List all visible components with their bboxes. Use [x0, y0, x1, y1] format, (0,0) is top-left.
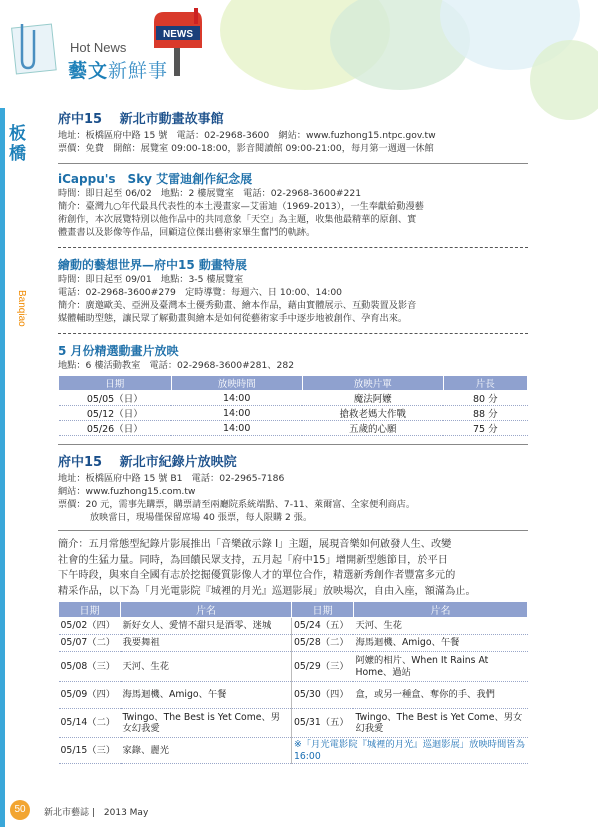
intro-line: 下午時段，與來自全國有志於挖掘優質影像人才的單位合作，精選新秀創作者豐富多元的 — [58, 570, 456, 581]
cell-date: 05/09（四） — [59, 682, 121, 709]
cell-date: 05/15（三） — [59, 738, 121, 764]
cell-date: 05/28（二） — [291, 635, 353, 652]
main-content — [58, 108, 528, 764]
table-row — [59, 709, 528, 738]
event-desc-line: 體畫書以及影像等作品，回顧這位傑出藝術家畢生奮鬥的軌跡。 — [58, 227, 316, 238]
district-name-en: Banqiao — [16, 290, 27, 327]
intro-line: 社會的生猛力量。同時，為回饋民眾支持，五月起「府中15」增開新型態節目，於平日 — [58, 554, 448, 566]
column-header: 日期 — [59, 376, 172, 391]
cell-time: 14:00 — [171, 391, 302, 406]
cell-film: 搶救老媽大作戰 — [302, 406, 443, 421]
cell-film: 魔法阿嬤 — [302, 391, 443, 406]
cell-film: 五歲的心願 — [302, 421, 443, 436]
divider — [58, 247, 528, 248]
event-title: iCappu's Sky 艾雷迪創作紀念展 — [58, 172, 253, 186]
cell-date: 05/24（五） — [291, 618, 353, 635]
event-info: 時間：即日起至 09/01 地點：3-5 樓展覽室 — [58, 274, 244, 285]
venue-title: 府中15 新北市動畫故事館 — [58, 112, 224, 127]
table-row — [59, 652, 528, 682]
table-row — [59, 406, 528, 421]
cell-length: 80 分 — [443, 391, 527, 406]
divider — [58, 444, 528, 445]
event-icappu — [58, 170, 528, 239]
column-header: 片名 — [353, 602, 527, 618]
venue-ticket-note: 放映當日，現場僅保留席場 40 張票，每人限購 2 張。 — [90, 512, 313, 523]
event-desc-line: 術創作，本次展覽特別以他作品中的共同意象「天空」為主題，收集他最精華的原創、實 — [58, 214, 417, 225]
cell-date: 05/31（五） — [291, 709, 353, 738]
header-bubble-decoration — [530, 40, 598, 120]
section-heading-main: 藝文 — [68, 60, 109, 82]
column-header: 片長 — [443, 376, 527, 391]
page-footer — [10, 797, 210, 821]
divider — [58, 333, 528, 334]
cell-date: 05/30（四） — [291, 682, 353, 709]
cell-date: 05/02（四） — [59, 618, 121, 635]
cell-film: 我要舞祖 — [121, 635, 292, 652]
venue-address: 地址：板橋區府中路 15 號 電話：02-2968-3600 網站：www.fuzhong15.ntpc.gov.tw — [58, 130, 436, 141]
cell-film: Twingo、The Best is Yet Come、男女幻我愛 — [353, 709, 527, 738]
cell-film: 家錄、麗光 — [121, 738, 292, 764]
venue-title: 府中15 新北市紀錄片放映院 — [58, 455, 237, 470]
intro-line: 精采作品，以下為「月光電影院『城裡的月光』巡迴影展」放映場次，自由入座，額滿為止。 — [58, 585, 476, 597]
side-district-tab — [0, 108, 30, 827]
page-header — [0, 0, 598, 92]
cell-date: 05/12（日） — [59, 406, 172, 421]
cell-length: 88 分 — [443, 406, 527, 421]
cell-date: 05/26（日） — [59, 421, 172, 436]
venue-address: 地址：板橋區府中路 15 號 B1 電話：02-2965-7186 — [58, 473, 285, 484]
cell-film: 新好女人、愛情不甜只是酒零、迷城 — [121, 618, 292, 635]
column-header: 片名 — [121, 602, 292, 618]
column-header: 日期 — [59, 602, 121, 618]
intro-line: 簡介：五月常態型紀錄片影展推出「音樂啟示錄 I」主題，展現音樂如何啟發人生、改變 — [58, 539, 452, 550]
table-row — [59, 635, 528, 652]
column-header: 放映片單 — [302, 376, 443, 391]
venue-animation-museum — [58, 108, 528, 155]
cell-date: 05/29（三） — [291, 652, 353, 682]
event-desc-line: 簡介：廣邀歐美、亞洲及臺灣本土優秀動畫、繪本作品，藉由實體展示、互動裝置及影音 — [58, 300, 417, 311]
cell-film: 阿嬤的相片、When It Rains At Home、過站 — [353, 652, 527, 682]
cell-film: 海馬迴機、Amigo、午餐 — [121, 682, 292, 709]
venue-website: 網站：www.fuzhong15.com.tw — [58, 486, 196, 497]
cell-film: 海馬迴機、Amigo、午餐 — [353, 635, 527, 652]
event-info: 時間：即日起至 06/02 地點：2 樓展覽室 電話：02-2968-3600#221 — [58, 188, 362, 199]
table-row — [59, 738, 528, 764]
documentary-intro — [58, 537, 528, 599]
cell-film: 盒，或另一種盒、奪你的手、我們 — [353, 682, 527, 709]
venue-hours: 票價：免費 開館：展覽室 09:00-18:00，影音閱讀館 09:00-21:00，每月第一週週一休館 — [58, 143, 434, 154]
event-title: 5 月份精選動畫片放映 — [58, 344, 179, 358]
divider — [58, 163, 528, 164]
section-heading-sub: 新鮮事 — [108, 60, 169, 82]
cell-time: 14:00 — [171, 421, 302, 436]
column-header: 日期 — [291, 602, 353, 618]
side-accent-strip — [0, 108, 5, 827]
event-may-screenings — [58, 342, 528, 436]
table-row — [59, 391, 528, 406]
cell-length: 75 分 — [443, 421, 527, 436]
cell-film: 天河、生花 — [353, 618, 527, 635]
divider — [58, 530, 528, 531]
event-desc-line: 簡介：臺灣九○年代最具代表性的本土漫畫家—艾雷迪（1969-2013），一生奉獻給動漫藝 — [58, 201, 424, 212]
event-title: 繪動的藝想世界—府中15 動畫特展 — [58, 258, 247, 272]
cell-date: 05/08（三） — [59, 652, 121, 682]
mailbox-icon — [148, 8, 206, 76]
event-info: 地點：6 樓活動教室 電話：02-2968-3600#281、282 — [58, 360, 295, 371]
venue-documentary-cinema — [58, 451, 528, 524]
paperclip-icon — [8, 20, 64, 80]
table-header-row — [59, 376, 528, 391]
mailbox-label: NEWS — [163, 29, 193, 40]
event-desc-line: 媒體輔助型態，讓民眾了解動畫與繪本是如何從藝術家手中逐步地被創作、孕育出來。 — [58, 313, 408, 324]
district-name: 板橋 — [9, 124, 26, 164]
schedule-note: ※「月光電影院『城裡的月光』巡迴影展」放映時間皆為 16:00 — [291, 738, 527, 764]
footer-publication: 新北市藝誌 | 2013 May — [44, 808, 149, 818]
cell-date: 05/07（二） — [59, 635, 121, 652]
table-row — [59, 682, 528, 709]
event-animation-exhibit — [58, 256, 528, 325]
table-row — [59, 618, 528, 635]
hot-news-label: Hot News — [70, 40, 127, 55]
cell-time: 14:00 — [171, 406, 302, 421]
table-row — [59, 421, 528, 436]
column-header: 放映時間 — [171, 376, 302, 391]
documentary-schedule-table — [58, 601, 528, 764]
table-header-row — [59, 602, 528, 618]
page-number: 50 — [10, 800, 30, 820]
cell-film: Twingo、The Best is Yet Come、男女幻我愛 — [121, 709, 292, 738]
event-info: 電話：02-2968-3600#279 定時導覽：每週六、日 10:00、14:00 — [58, 287, 343, 298]
cell-date: 05/14（二） — [59, 709, 121, 738]
cell-date: 05/05（日） — [59, 391, 172, 406]
cell-film: 天河、生花 — [121, 652, 292, 682]
screening-table — [58, 375, 528, 436]
venue-ticket: 票價：20 元，需事先購票，購票請至兩廳院系統端點、7-11、萊爾富、全家便利商店。 — [58, 499, 416, 510]
